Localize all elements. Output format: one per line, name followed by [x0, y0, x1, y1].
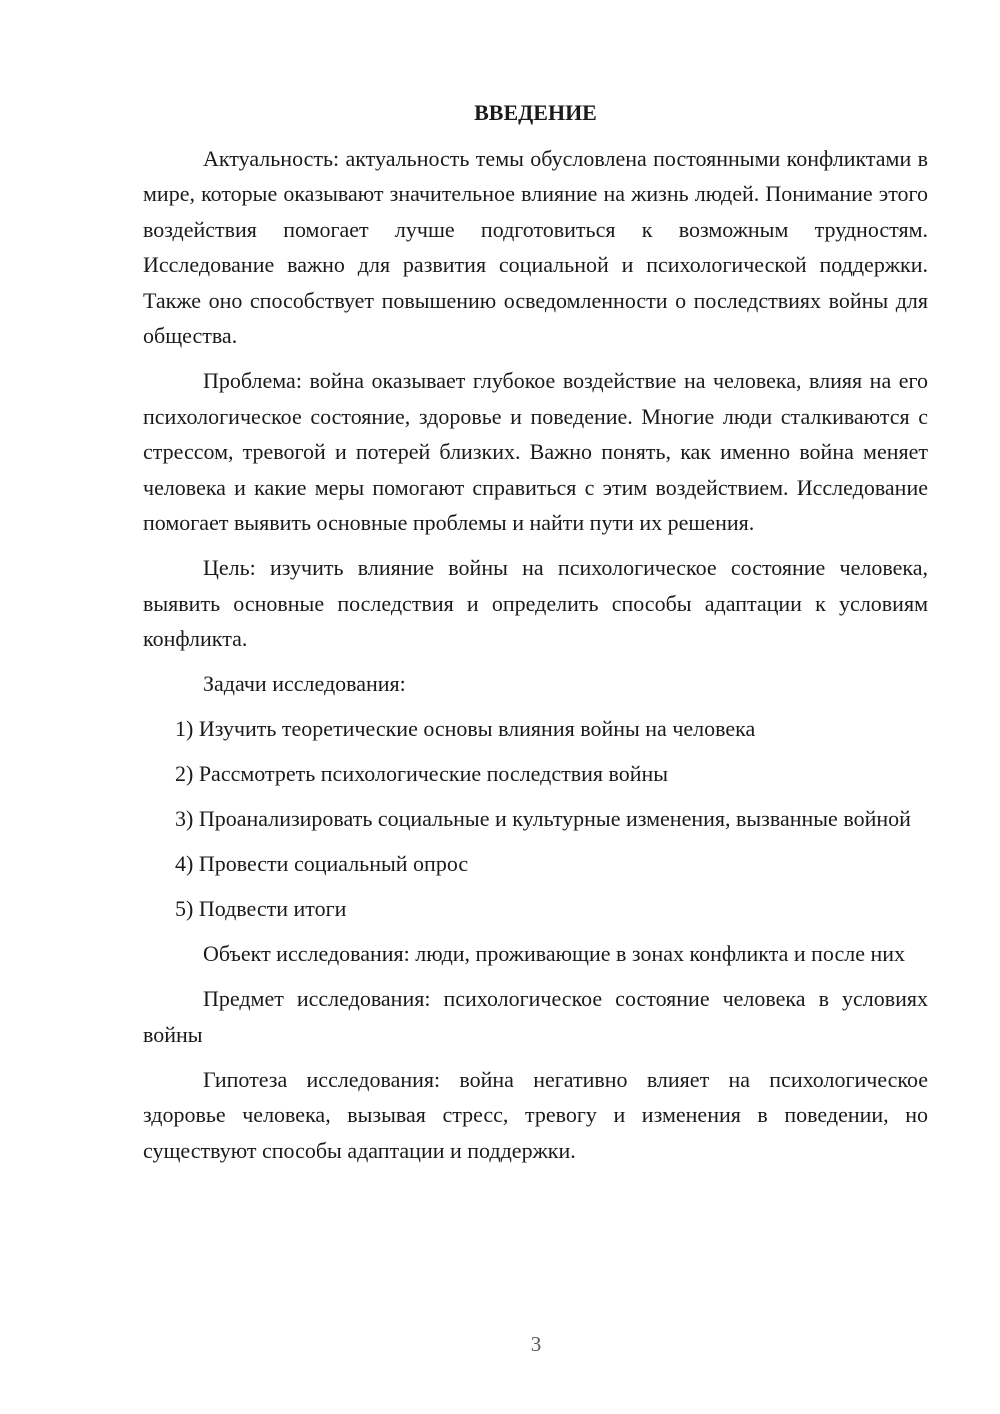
relevance-paragraph: Актуальность: актуальность темы обусловлена постоянными конфликтами в мире, которые оказывают значительное влияние на жизнь людей. Понимание этого воздействия помогает лучше подготовиться к возможным трудностям. Исследование важно для развития социальной и психологической поддержки. Также оно способствует повышению осведомленности о последствиях войны для общества.	[143, 145, 928, 348]
task-item-2: 2) Рассмотреть психологические последствия войны	[175, 761, 669, 786]
task-item-1: 1) Изучить теоретические основы влияния войны на человека	[175, 716, 756, 741]
task-item-3: 3) Проанализировать социальные и культурные изменения, вызванные войной	[175, 806, 911, 831]
page-number: 3	[530, 1332, 542, 1356]
tasks-heading: Задачи исследования:	[203, 671, 406, 696]
task-item-4: 4) Провести социальный опрос	[175, 851, 469, 876]
problem-paragraph: Проблема: война оказывает глубокое воздействие на человека, влияя на его психологическое состояние, здоровье и поведение. Многие люди сталкиваются с стрессом, тревогой и потерей близких. Важно понять, как именно война меняет человека и какие меры помогают справиться с этим воздействием. Исследование помогает выявить основные проблемы и найти пути их решения.	[143, 368, 928, 535]
object-paragraph: Объект исследования: люди, проживающие в зонах конфликта и после них	[203, 941, 906, 966]
subject-paragraph: Предмет исследования: психологическое состояние человека в условиях войны	[143, 986, 928, 1047]
task-item-5: 5) Подвести итоги	[175, 896, 347, 921]
document-page	[143, 95, 928, 1178]
goal-paragraph: Цель: изучить влияние войны на психологическое состояние человека, выявить основные последствия и определить способы адаптации к условиям конфликта.	[143, 555, 928, 651]
page-title: ВВЕДЕНИЕ	[474, 100, 597, 125]
hypothesis-paragraph: Гипотеза исследования: война негативно влияет на психологическое здоровье человека, вызывая стресс, тревогу и изменения в поведении, но существуют способы адаптации и поддержки.	[143, 1066, 928, 1163]
